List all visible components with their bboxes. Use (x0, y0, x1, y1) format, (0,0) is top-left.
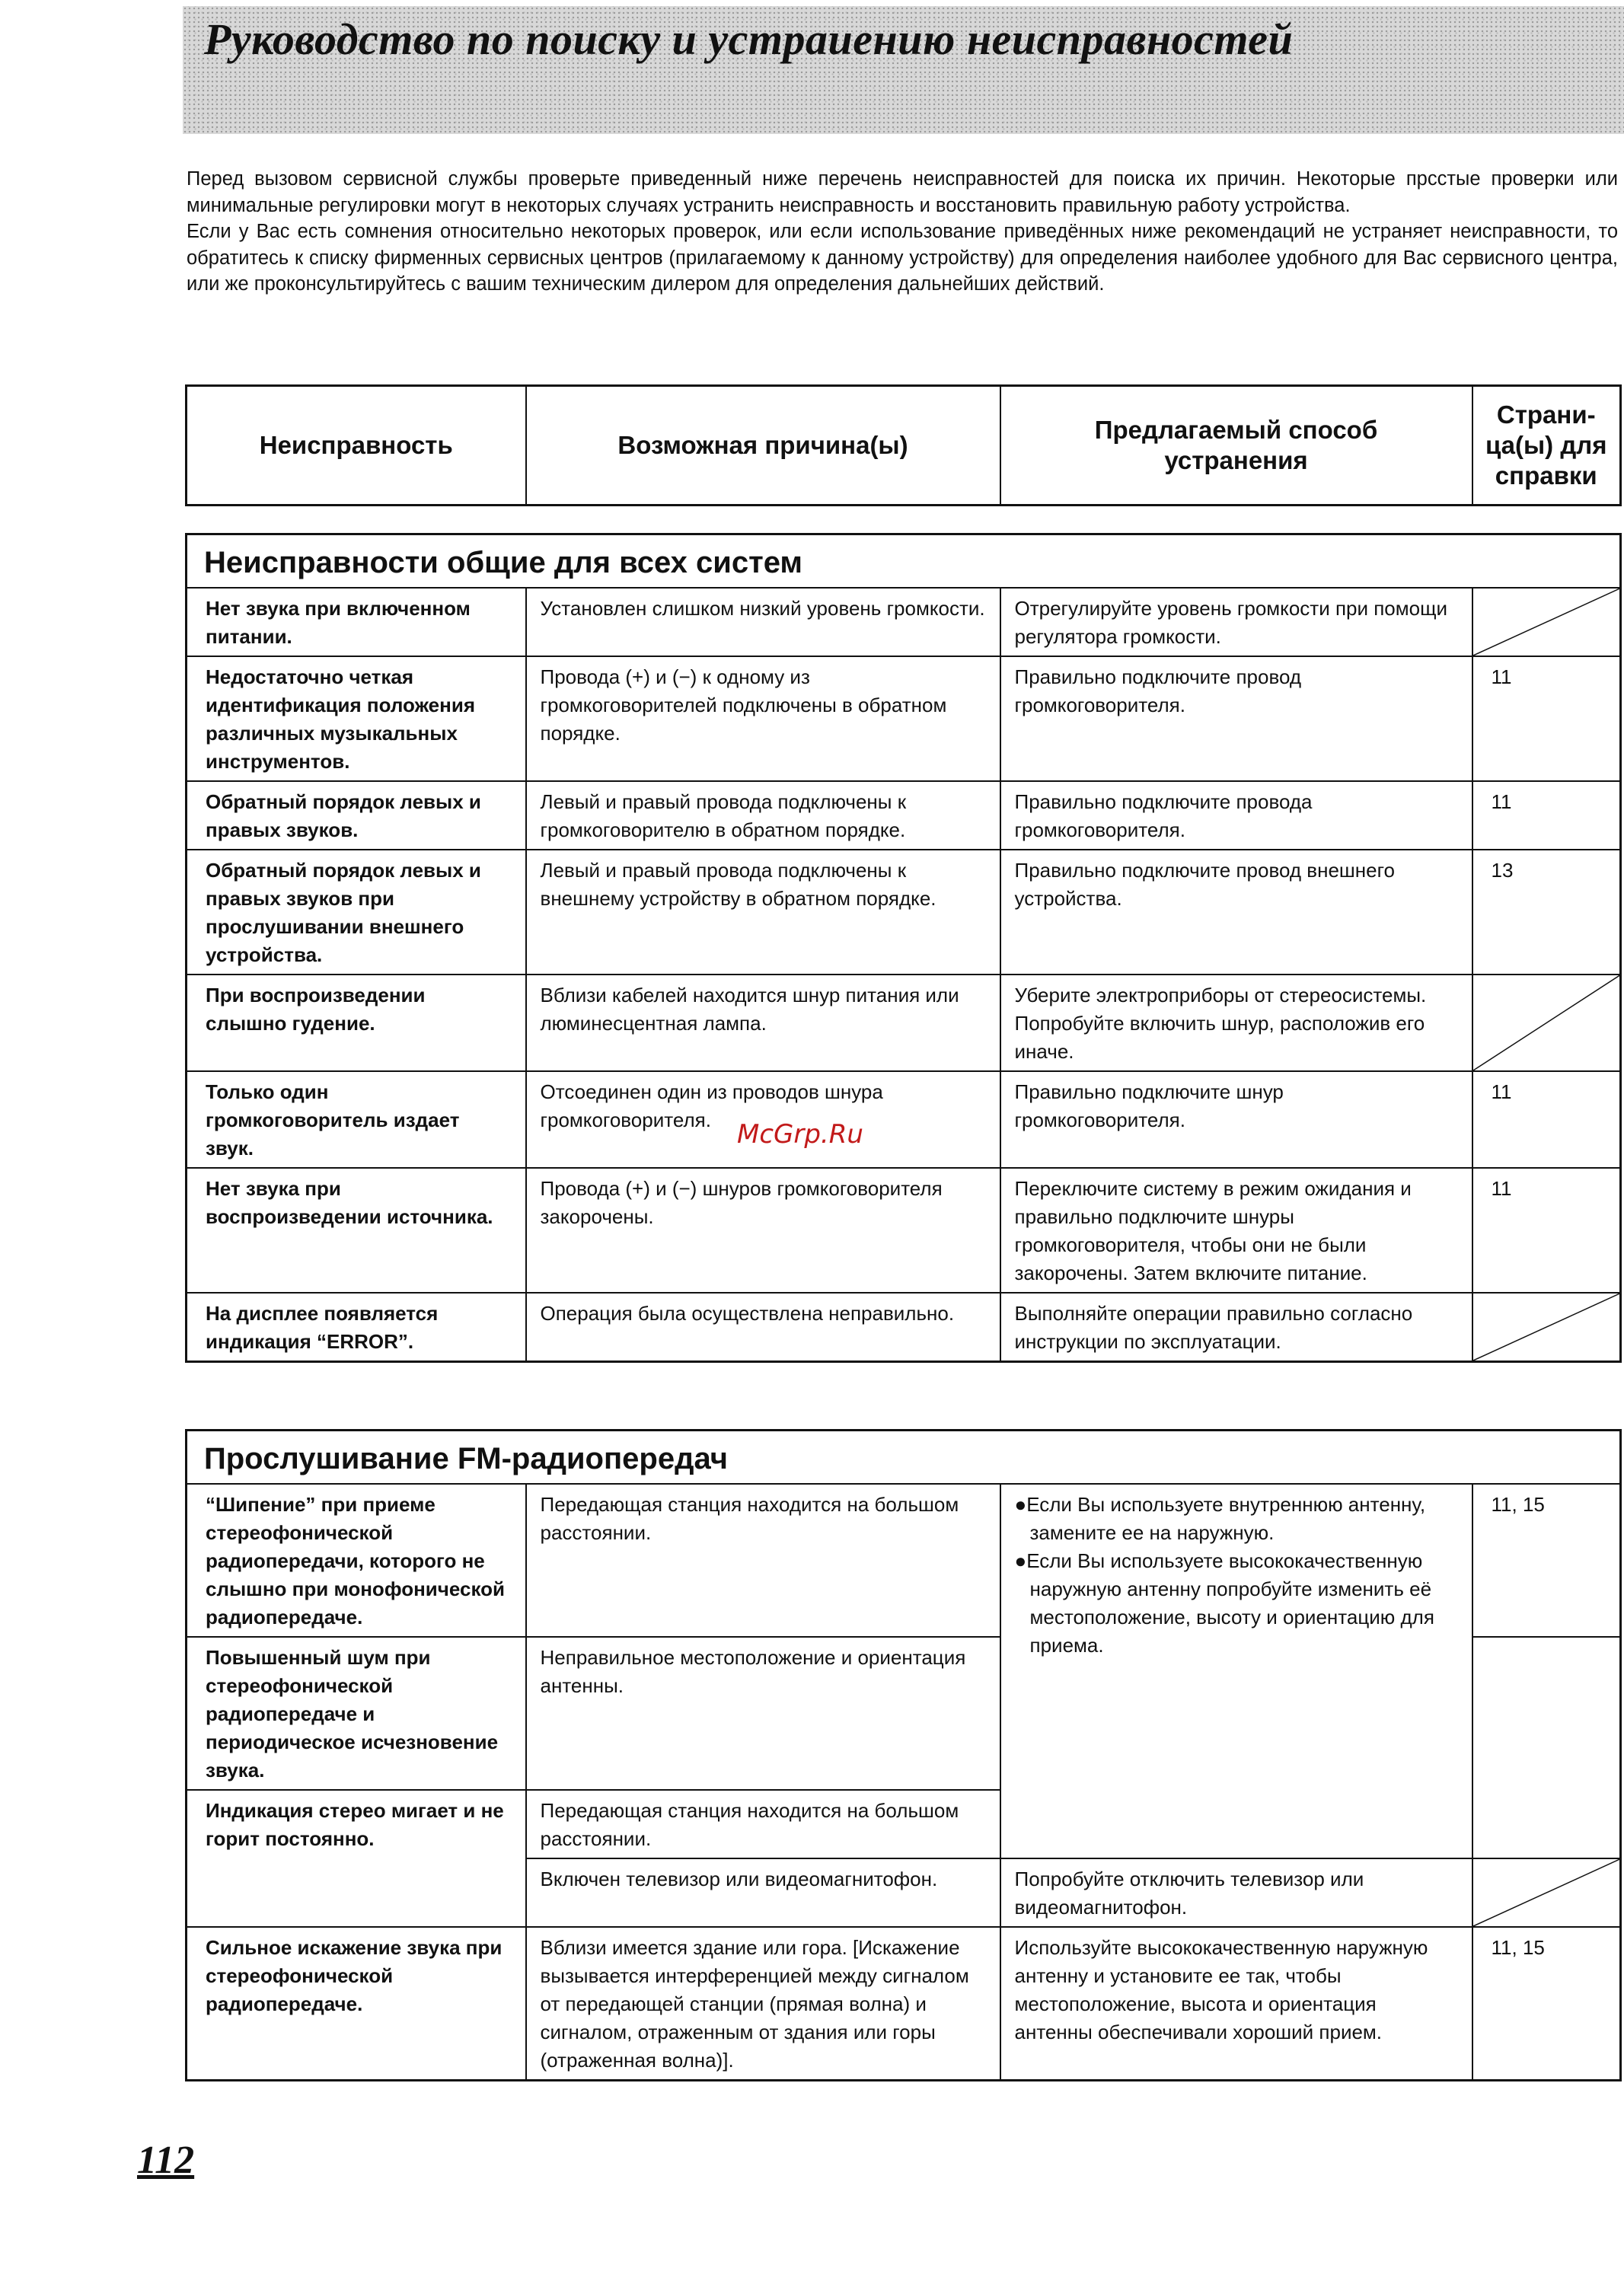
remedy-list (1015, 1491, 1458, 1660)
symptom-cell: Недостаточно четкая идентификация положения различных музыкальных инструментов. (187, 656, 526, 781)
table-row (187, 1484, 1621, 1637)
remedy-cell: Правильно подключите провод громкоговорителя. (1000, 656, 1472, 781)
page-cell-empty (1472, 1293, 1621, 1362)
table-row (187, 1293, 1621, 1362)
page-cell-empty (1472, 1858, 1621, 1927)
remedy-cell: Отрегулируйте уровень громкости при помощи регулятора громкости. (1000, 588, 1472, 656)
cause-cell: Вблизи имеется здание или гора. [Искажение вызывается интерференцией между сигналом от передающей станции (прямая волна) и сигналом, отраженным от здания или горы (отраженная волна)]. (526, 1927, 1000, 2081)
table-row (187, 588, 1621, 656)
intro-text (187, 166, 1618, 298)
cause-cell: Провода (+) и (−) к одному из громкоговорителей подключены в обратном порядке. (526, 656, 1000, 781)
table-header (185, 384, 1622, 506)
symptom-cell: Индикация стерео мигает и не горит постоянно. (187, 1790, 526, 1927)
page-cell: 11 (1472, 656, 1621, 781)
cause-cell: Передающая станция находится на большом расстоянии. (526, 1484, 1000, 1637)
symptom-cell: Обратный порядок левых и правых звуков при прослушивании внешнего устройства. (187, 850, 526, 975)
symptom-cell: “Шипение” при приеме стереофонической радиопередачи, которого не слышно при монофонической радиопередаче. (187, 1484, 526, 1637)
cause-cell: Левый и правый провода подключены к внешнему устройству в обратном порядке. (526, 850, 1000, 975)
header-cause: Возможная причина(ы) (526, 386, 1000, 506)
section-fm (185, 1429, 1622, 2081)
table-row (187, 1927, 1621, 2081)
header-page: Страни-ца(ы) для справки (1472, 386, 1621, 506)
cause-cell: Неправильное местоположение и ориентация антенны. (526, 1637, 1000, 1790)
cause-cell: Установлен слишком низкий уровень громкости. (526, 588, 1000, 656)
remedy-cell: Используйте высококачественную наружную антенну и установите ее так, чтобы местоположение, высота и ориентация антенны обеспечивали хороший прием. (1000, 1927, 1472, 2081)
symptom-cell: При воспроизведении слышно гудение. (187, 975, 526, 1071)
page-cell: 11 (1472, 781, 1621, 850)
section-title: Неисправности общие для всех систем (187, 534, 1621, 589)
header-symptom: Неисправность (259, 431, 453, 459)
table-row (187, 975, 1621, 1071)
cause-cell: Левый и правый провода подключены к громкоговорителю в обратном порядке. (526, 781, 1000, 850)
page-cell-empty (1472, 588, 1621, 656)
page-cell (1472, 1637, 1621, 1858)
watermark: McGrp.Ru (737, 1119, 863, 1150)
symptom-cell: Сильное искажение звука при стереофонической радиопередаче. (187, 1927, 526, 2081)
list-item: ●Если Вы используете высококачественную наружную антенну попробуйте изменить её местоположение, высоту и ориентацию для приема. (1014, 1549, 1434, 1657)
cause-cell: Операция была осуществлена неправильно. (526, 1293, 1000, 1362)
remedy-cell: Переключите систему в режим ожидания и правильно подключите шнуры громкоговорителя, чтобы они не были закорочены. Затем включите питание. (1000, 1168, 1472, 1293)
remedy-cell: Попробуйте отключить телевизор или видеомагнитофон. (1000, 1858, 1472, 1927)
symptom-cell: Только один громкоговоритель издает звук. (187, 1071, 526, 1168)
table-row (187, 1071, 1621, 1168)
symptom-cell: Повышенный шум при стереофонической радиопередаче и периодическое исчезновение звука. (187, 1637, 526, 1790)
symptom-cell: Обратный порядок левых и правых звуков. (187, 781, 526, 850)
list-item: ●Если Вы используете внутреннюю антенну, замените ее на наружную. (1014, 1493, 1426, 1544)
table-row (187, 850, 1621, 975)
symptom-cell: На дисплее появляется индикация “ERROR”. (187, 1293, 526, 1362)
remedy-cell: Правильно подключите провод внешнего устройства. (1000, 850, 1472, 975)
intro-paragraph-1: Перед вызовом сервисной службы проверьте приведенный ниже перечень неисправностей для поиска их причин. Некоторые прсстые проверки или минимальные регулировки могут в некоторых случаях устранить неисправность и восстановить правильную работу устройства. (187, 168, 1618, 216)
remedy-cell: Выполняйте операции правильно согласно инструкции по эксплуатации. (1000, 1293, 1472, 1362)
page-cell: 11, 15 (1472, 1927, 1621, 2081)
section-title: Прослушивание FM-радиопередач (187, 1431, 1621, 1485)
cause-cell: Включен телевизор или видеомагнитофон. (526, 1858, 1000, 1927)
cause-cell: Передающая станция находится на большом расстоянии. (526, 1790, 1000, 1858)
remedy-cell: Правильно подключите шнур громкоговорителя. (1000, 1071, 1472, 1168)
intro-paragraph-2: Если у Вас есть сомнения относительно некоторых проверок, или если использование приведённых ниже рекомендаций не устраняет неисправности, то обратитесь к списку фирменных сервисных центров (прилагаемому к данному устройству) для определения наиболее удобного для Вас сервисного центра, или же проконсультируйтесь с вашим техническим дилером для определения дальнейших действий. (187, 221, 1618, 295)
remedy-cell: Правильно подключите провода громкоговорителя. (1000, 781, 1472, 850)
page-cell-empty (1472, 975, 1621, 1071)
remedy-cell: Уберите электроприборы от стереосистемы. Попробуйте включить шнур, расположив его иначе. (1000, 975, 1472, 1071)
cause-cell: Вблизи кабелей находится шнур питания или люминесцентная лампа. (526, 975, 1000, 1071)
page-cell: 11, 15 (1472, 1484, 1621, 1637)
page-cell: 11 (1472, 1071, 1621, 1168)
page-cell: 13 (1472, 850, 1621, 975)
section-general (185, 533, 1622, 1363)
table-row (187, 781, 1621, 850)
header-remedy: Предлагаемый способ устранения (1000, 386, 1472, 506)
symptom-cell: Нет звука при включенном питании. (187, 588, 526, 656)
page-number: 112 (137, 2139, 195, 2182)
page-cell: 11 (1472, 1168, 1621, 1293)
table-row (187, 656, 1621, 781)
table-row (187, 1168, 1621, 1293)
cause-cell: Отсоединен один из проводов шнура громкоговорителя. (526, 1071, 1000, 1168)
symptom-cell: Нет звука при воспроизведении источника. (187, 1168, 526, 1293)
page-title: Руководство по поиску и устраиению неисправностей (204, 14, 1294, 64)
cause-cell: Провода (+) и (−) шнуров громкоговорителя закорочены. (526, 1168, 1000, 1293)
remedy-cell (1000, 1484, 1472, 1858)
